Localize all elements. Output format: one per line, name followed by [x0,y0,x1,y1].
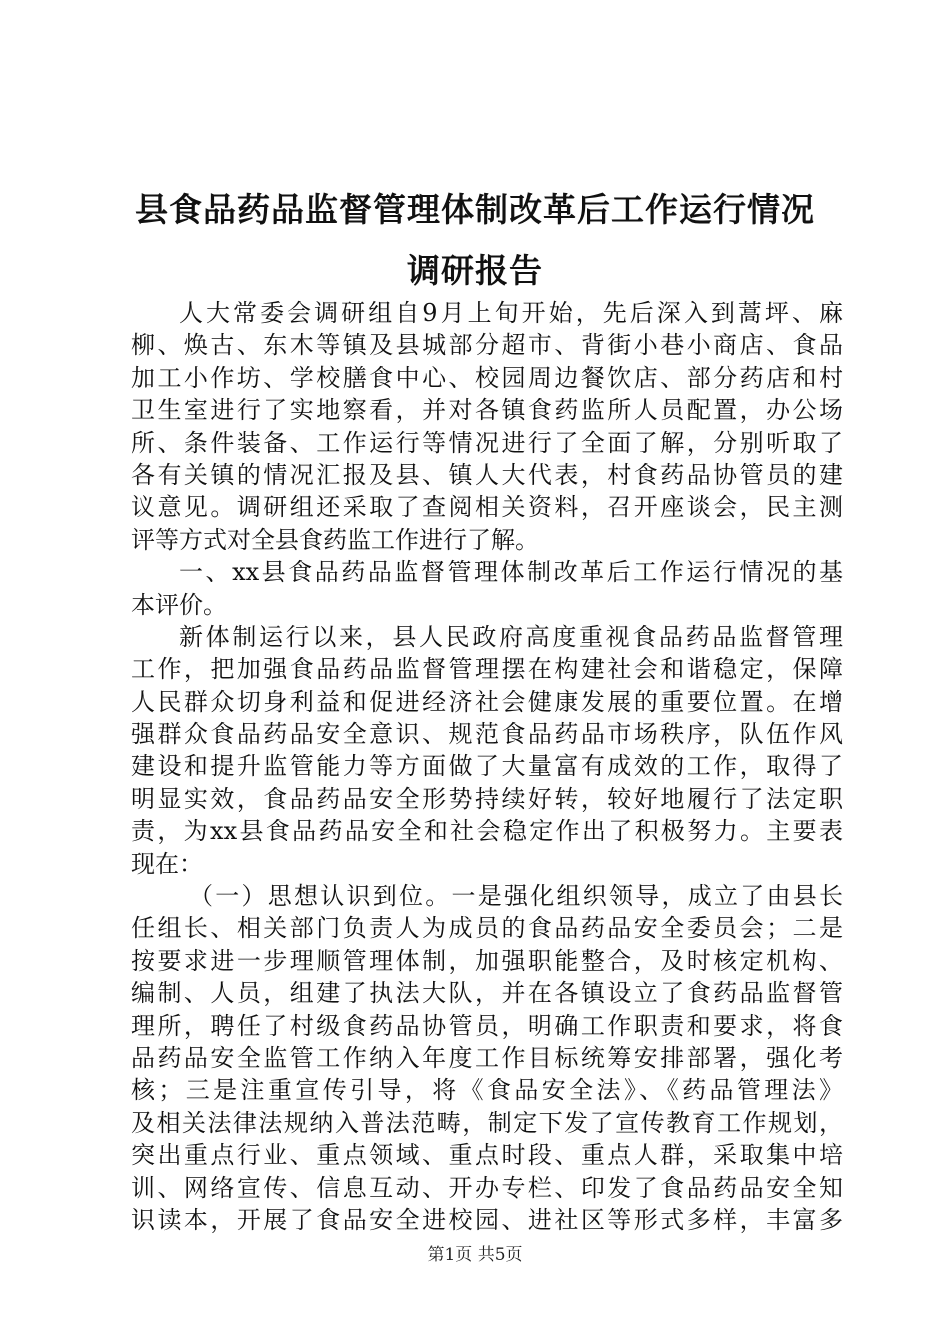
body-line: 新体制运行以来，县人民政府高度重视食品药品监督管理 [179,622,843,651]
body-line: 品药品安全监管工作纳入年度工作目标统筹安排部署，强化考 [131,1043,843,1072]
body-line: 编制、人员，组建了执法大队，并在各镇设立了食药品监督管 [131,979,843,1008]
page-number-footer: 第1页 共5页 [427,1245,523,1265]
document-title-line-1: 县食品药品监督管理体制改革后工作运行情况 [135,190,815,229]
body-line: 训、网络宣传、信息互动、开办专栏、印发了食品药品安全知 [131,1173,843,1202]
body-line: 工作，把加强食品药品监督管理摆在构建社会和谐稳定，保障 [131,655,843,684]
body-line: 核；三是注重宣传引导，将《食品安全法》、《药品管理法》 [131,1076,843,1105]
section-heading-line: 本评价。 [131,590,227,619]
body-line: 现在： [131,849,203,878]
body-line: 卫生室进行了实地察看，并对各镇食药监所人员配置，办公场 [131,396,843,425]
body-line: 建设和提升监管能力等方面做了大量富有成效的工作，取得了 [131,752,843,781]
body-line: 任组长、相关部门负责人为成员的食品药品安全委员会；二是 [131,914,843,943]
body-line: 加工小作坊、学校膳食中心、校园周边餐饮店、部分药店和村 [131,363,843,392]
body-line: 各有关镇的情况汇报及县、镇人大代表，村食药品协管员的建 [131,460,843,489]
body-line: 柳、焕古、东木等镇及县城部分超市、背街小巷小商店、食品 [131,331,843,360]
body-line: 按要求进一步理顺管理体制，加强职能整合，及时核定机构、 [131,946,843,975]
body-line: （一）思想认识到位。一是强化组织领导，成立了由县长 [189,882,843,911]
body-line: 评等方式对全县食药监工作进行了解。 [131,525,539,554]
body-line: 明显实效，食品药品安全形势持续好转，较好地履行了法定职 [131,784,843,813]
body-line: 理所，聘任了村级食药品协管员，明确工作职责和要求，将食 [131,1011,843,1040]
body-line: 议意见。调研组还采取了查阅相关资料，召开座谈会，民主测 [131,493,843,522]
body-line: 识读本，开展了食品安全进校园、进社区等形式多样，丰富多 [131,1205,843,1234]
body-line: 人大常委会调研组自9月上旬开始，先后深入到蒿坪、麻 [179,299,843,327]
document-title-line-2: 调研报告 [407,251,543,290]
body-line: 强群众食品药品安全意识、规范食品药品市场秩序，队伍作风 [131,720,843,749]
body-line: 所、条件装备、工作运行等情况进行了全面了解，分别听取了 [131,428,843,457]
document-body [131,297,843,1236]
body-line: 责，为xx县食品药品安全和社会稳定作出了积极努力。主要表 [131,817,843,846]
section-heading-line: 一、xx县食品药品监督管理体制改革后工作运行情况的基 [179,558,843,587]
body-line: 及相关法律法规纳入普法范畴，制定下发了宣传教育工作规划， [131,1108,843,1137]
body-line: 突出重点行业、重点领域、重点时段、重点人群，采取集中培 [131,1141,843,1170]
body-line: 人民群众切身利益和促进经济社会健康发展的重要位置。在增 [131,687,843,716]
